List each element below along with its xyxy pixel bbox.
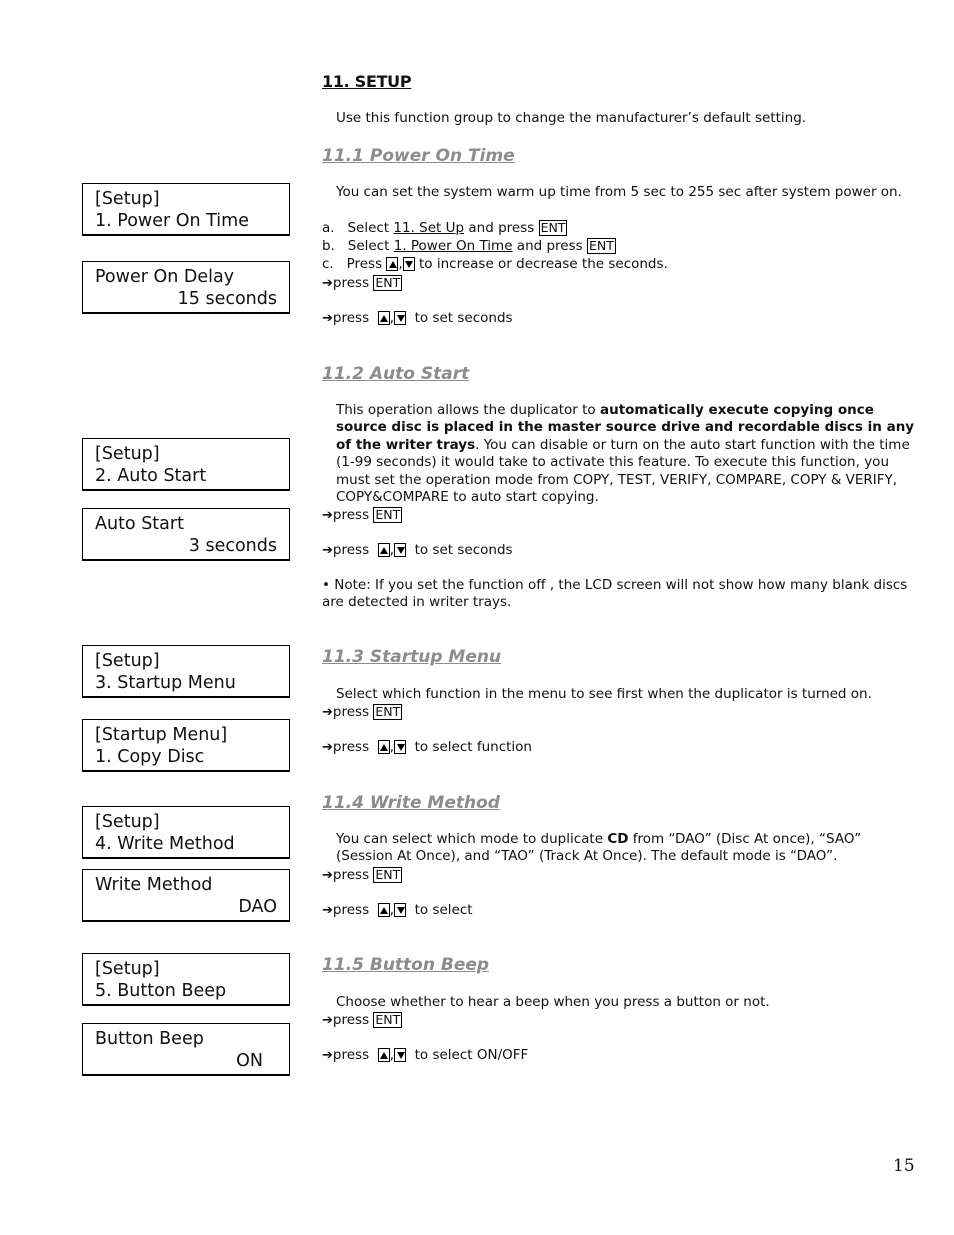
step-prefix: c.	[322, 256, 334, 272]
up-arrow-key-icon	[378, 740, 390, 754]
press-desc: to select	[414, 902, 473, 918]
lcd-line: Write Method	[95, 875, 213, 895]
lcd-line: [Setup]	[95, 959, 160, 979]
lcd-line: Button Beep	[95, 1029, 204, 1049]
press-desc: to set seconds	[414, 542, 513, 558]
press-arrows-line	[322, 542, 513, 559]
lcd-setup-auto-start	[82, 438, 290, 491]
step-text: and press	[516, 238, 583, 254]
menu-ref: 11. Set Up	[393, 220, 465, 236]
startup-menu-desc: Select which function in the menu to see first when the duplicator is turned on.	[336, 686, 872, 702]
lcd-line: [Setup]	[95, 812, 160, 832]
separator: ,	[389, 1047, 394, 1063]
up-arrow-key-icon	[378, 1048, 390, 1062]
lcd-setup-power-on	[82, 183, 290, 236]
press-desc: to select function	[414, 739, 532, 755]
heading-button-beep: 11.5 Button Beep	[322, 955, 490, 975]
up-arrow-key-icon	[378, 311, 390, 325]
arrow-right-icon: ➔	[322, 1048, 333, 1063]
lcd-setup-write-method	[82, 806, 290, 859]
lcd-power-on-delay	[82, 261, 290, 314]
step-text: and press	[468, 220, 535, 236]
enter-key-icon: ENT	[375, 1012, 401, 1027]
lcd-line: 3 seconds	[188, 536, 277, 556]
press-desc: to set seconds	[414, 310, 513, 326]
up-arrow-key-icon	[378, 543, 390, 557]
press-enter-line	[322, 275, 402, 292]
lcd-line: 1. Power On Time	[95, 211, 249, 231]
enter-key-icon: ENT	[588, 238, 614, 253]
press-label: press	[332, 902, 370, 918]
separator: ,	[389, 739, 394, 755]
separator: ,	[389, 902, 394, 918]
intro-text: Use this function group to change the manufacturer’s default setting.	[336, 110, 807, 126]
step-text: Press	[346, 256, 383, 272]
enter-key-icon: ENT	[375, 704, 401, 719]
lcd-line: 2. Auto Start	[95, 466, 207, 486]
press-label: press	[332, 275, 370, 291]
press-label: press	[332, 310, 370, 326]
step-text: Select	[347, 220, 390, 236]
desc-text: from “DAO” (Disc At once), “SAO” (Session At Once), and “TAO” (Track At Once). The default mode is “DAO”.	[336, 831, 862, 865]
down-arrow-key-icon	[394, 311, 406, 325]
arrow-right-icon: ➔	[322, 311, 333, 326]
separator: ,	[389, 310, 394, 326]
power-on-desc: You can set the system warm up time from 5 sec to 255 sec after system power on.	[336, 184, 902, 200]
enter-key-icon: ENT	[375, 275, 401, 290]
press-enter-line	[322, 867, 402, 884]
lcd-line: [Startup Menu]	[95, 725, 228, 745]
press-arrows-line	[322, 739, 532, 756]
separator: ,	[398, 256, 403, 272]
arrow-right-icon: ➔	[322, 903, 333, 918]
page-number: 15	[893, 1156, 915, 1176]
auto-start-desc	[336, 402, 916, 506]
desc-text: . You can disable or turn on the auto start function with the time (1-99 seconds) it would take to activate this feature. To execute this function, you must set the operation mode from COPY, TEST, VERIFY, COMPARE, COPY & VERIFY, COPY&COMPARE to auto start copying.	[336, 436, 910, 506]
up-arrow-key-icon	[386, 257, 398, 271]
lcd-line: Power On Delay	[95, 267, 235, 287]
press-desc: to select ON/OFF	[414, 1047, 529, 1063]
button-beep-desc: Choose whether to hear a beep when you press a button or not.	[336, 994, 770, 1010]
press-label: press	[332, 507, 370, 523]
lcd-line: Auto Start	[95, 514, 184, 534]
press-label: press	[332, 1012, 370, 1028]
press-enter-line	[322, 704, 402, 721]
step-prefix: b.	[322, 238, 335, 254]
step-c	[322, 256, 668, 273]
press-label: press	[332, 867, 370, 883]
note-text: Note: If you set the function off , the LCD screen will not show how many blank discs are detected in writer trays.	[322, 577, 908, 611]
desc-bold-text: automatically execute copying once source disc is placed in the master source drive and recordable discs in any of the writer trays	[336, 402, 915, 453]
lcd-line: 3. Startup Menu	[95, 673, 236, 693]
press-enter-line	[322, 1012, 402, 1029]
section-title: 11. SETUP	[322, 72, 412, 91]
arrow-right-icon: ➔	[322, 868, 333, 883]
lcd-line: 1. Copy Disc	[95, 747, 205, 767]
separator: ,	[389, 542, 394, 558]
arrow-right-icon: ➔	[322, 276, 333, 291]
heading-auto-start: 11.2 Auto Start	[322, 364, 470, 384]
lcd-line: [Setup]	[95, 651, 160, 671]
down-arrow-key-icon	[394, 903, 406, 917]
arrow-right-icon: ➔	[322, 508, 333, 523]
bullet-icon: •	[322, 577, 330, 593]
auto-start-note	[322, 577, 912, 612]
lcd-setup-button-beep	[82, 953, 290, 1006]
desc-bold-text: CD	[607, 831, 629, 847]
up-arrow-key-icon	[378, 903, 390, 917]
lcd-setup-startup-menu	[82, 645, 290, 698]
down-arrow-key-icon	[394, 740, 406, 754]
arrow-right-icon: ➔	[322, 705, 333, 720]
desc-text: This operation allows the duplicator to	[336, 402, 596, 418]
lcd-line: ON	[236, 1051, 263, 1071]
lcd-line: 4. Write Method	[95, 834, 235, 854]
press-label: press	[332, 542, 370, 558]
heading-startup-menu: 11.3 Startup Menu	[322, 647, 502, 667]
down-arrow-key-icon	[394, 543, 406, 557]
step-b	[322, 238, 616, 255]
lcd-startup-menu-copy	[82, 719, 290, 772]
arrow-right-icon: ➔	[322, 1013, 333, 1028]
enter-key-icon: ENT	[375, 867, 401, 882]
press-label: press	[332, 739, 370, 755]
press-enter-line	[322, 507, 402, 524]
press-arrows-line	[322, 310, 513, 327]
menu-ref: 1. Power On Time	[393, 238, 513, 254]
desc-text: You can select which mode to duplicate	[336, 831, 604, 847]
arrow-right-icon: ➔	[322, 740, 333, 755]
step-text: Select	[347, 238, 390, 254]
press-arrows-line	[322, 1047, 528, 1064]
lcd-line: [Setup]	[95, 444, 160, 464]
heading-write-method: 11.4 Write Method	[322, 793, 500, 813]
lcd-write-method-dao	[82, 869, 290, 922]
press-label: press	[332, 704, 370, 720]
down-arrow-key-icon	[403, 257, 415, 271]
lcd-button-beep-on	[82, 1023, 290, 1076]
press-arrows-line	[322, 902, 473, 919]
lcd-auto-start-seconds	[82, 508, 290, 561]
heading-power-on-time: 11.1 Power On Time	[322, 146, 515, 166]
write-method-desc	[336, 831, 916, 866]
step-prefix: a.	[322, 220, 335, 236]
step-text: to increase or decrease the seconds.	[419, 256, 668, 272]
arrow-right-icon: ➔	[322, 543, 333, 558]
press-label: press	[332, 1047, 370, 1063]
lcd-line: 15 seconds	[177, 289, 277, 309]
lcd-line: 5. Button Beep	[95, 981, 227, 1001]
down-arrow-key-icon	[394, 1048, 406, 1062]
lcd-line: DAO	[238, 897, 277, 917]
step-a	[322, 220, 567, 237]
lcd-line: [Setup]	[95, 189, 160, 209]
enter-key-icon: ENT	[375, 507, 401, 522]
enter-key-icon: ENT	[540, 220, 566, 235]
